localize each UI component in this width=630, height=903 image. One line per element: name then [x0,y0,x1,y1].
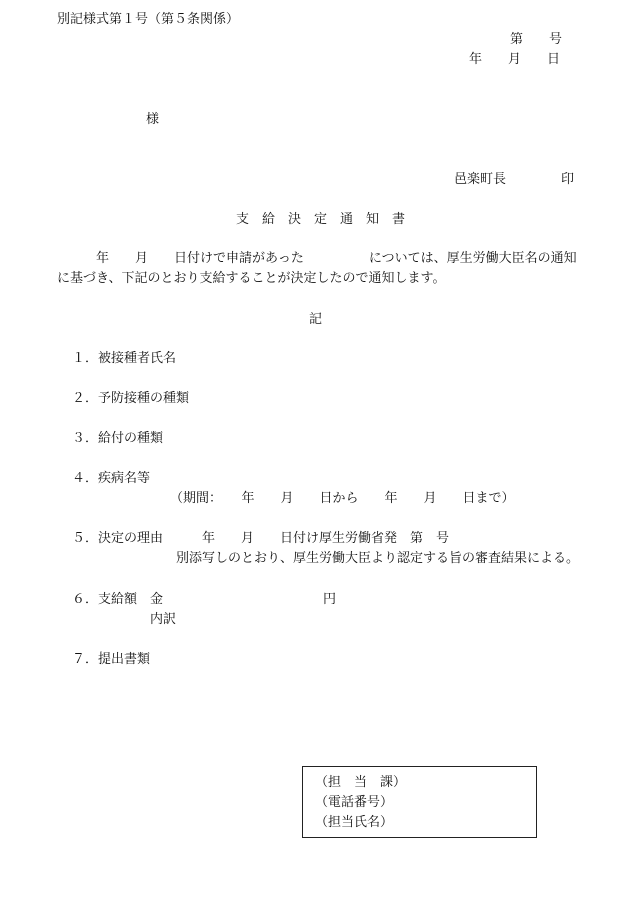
contact-box [302,766,537,838]
document-date: 年 月 日 [469,52,561,67]
item-4-disease-name: ４．疾病名等 [72,471,151,486]
issuer-seal: 印 [561,172,575,187]
addressee-honorific: 様 [146,112,160,127]
contact-phone: （電話番号） [315,795,394,810]
item-6-payment-amount: ６．支給額 金 [72,592,164,607]
item-6-breakdown: 内訳 [150,612,177,627]
body-line-1: 年 月 日付けで申請があった については、厚生労働大臣名の通知 [96,251,577,266]
item-6-yen: 円 [323,592,337,607]
contact-department: （担 当 課） [315,775,407,790]
body-line-2: に基づき、下記のとおり支給することが決定したので通知します。 [57,271,446,286]
item-5-decision-reason: ５．決定の理由 年 月 日付け厚生労働省発 第 号 [72,531,450,546]
item-3-benefit-type: ３．給付の種類 [72,431,164,446]
item-1-recipient-name: １．被接種者氏名 [72,351,177,366]
item-2-vaccination-type: ２．予防接種の種類 [72,391,190,406]
contact-person: （担当氏名） [315,815,394,830]
item-7-submitted-documents: ７．提出書類 [72,652,151,667]
item-5-detail: 別添写しのとおり、厚生労働大臣より認定する旨の審査結果による。 [176,551,580,566]
form-label: 別記様式第１号（第５条関係） [57,12,240,27]
issuer-name: 邑楽町長 [454,172,507,187]
document-title: 支 給 決 定 通 知 書 [236,212,406,227]
document-number: 第 号 [510,32,563,47]
item-4-period: （期間： 年 月 日から 年 月 日まで） [170,491,515,506]
ki-heading: 記 [309,312,323,327]
